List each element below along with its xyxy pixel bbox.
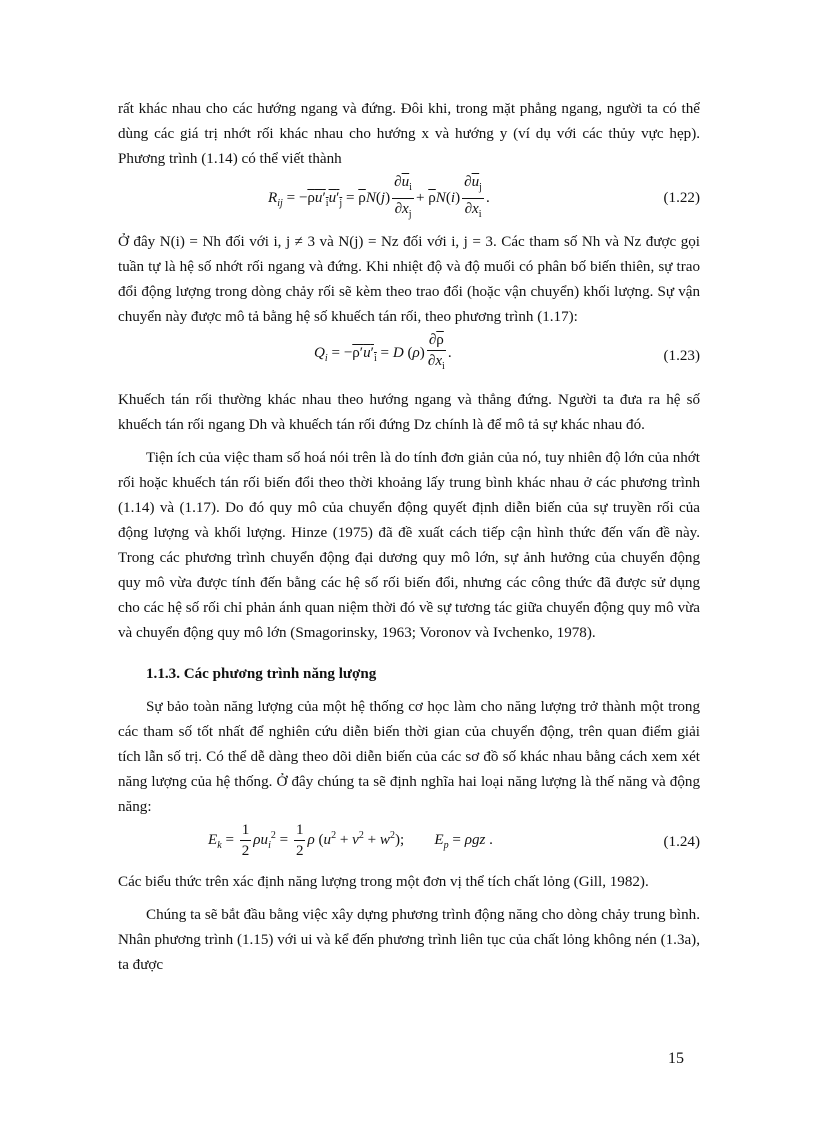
equation-1-24 [118,820,700,870]
paragraph-7: Chúng ta sẽ bắt đầu bằng việc xây dựng phương trình động năng cho dòng chảy trung bình. Nhân phương trình (1.15) với ui và kể đến phương trình liên tục của chất lỏng không nén (1.3a), ta được [118,907,700,973]
equation-1-22 [118,172,700,230]
equation-number: (1.23) [663,348,700,364]
paragraph-5: Sự bảo toàn năng lượng của một hệ thống cơ học làm cho năng lượng trở thành một trong các tham số tốt nhất để nghiên cứu diễn biến thời gian của chuyển động, trên quan điểm giải tích lẫn số trị. Có thể dễ dàng theo dõi diễn biến của các sơ đồ số khác nhau bằng cách xem xét năng lượng của hệ thống. Ở đây chúng ta sẽ định nghĩa hai loại năng lượng là thế năng và động năng: [118,699,700,815]
paragraph-4: Tiện ích của việc tham số hoá nói trên là do tính đơn giản của nó, tuy nhiên độ lớn của nhớt rối hoặc khuếch tán rối biến đổi theo thời khoảng lấy trung bình khác nhau ở các phương trình (1.14) và (1.17). Do đó quy mô của chuyển động quyết định diễn biến của sự truyền rối của động lượng và khối lượng. Hinze (1975) đã đề xuất cách tiếp cận hình thức đến vấn đề này. Trong các phương trình chuyển động đại dương quy mô lớn, sự ảnh hưởng của chuyển động quy mô vừa được tính đến bằng các hệ số rối biến đổi, nhưng các công thức đã được sử dụng cho các hệ số rối chỉ phản ánh quan niệm thời đó về sự tương tác giữa chuyển động quy mô vừa và chuyển động quy mô lớn (Smagorinsky, 1963; Voronov và Ivchenko, 1978). [118,450,700,641]
equation-1-22-body: $R_{ij} = -\rho u'_iu'_j = \overline{\rho}N(j)$ $\frac{\partial\overline{u}_i}{\partial x_j}$ + $\overline{\rho}N(i)$ $\frac{\partial\overline{u}_j}{\partial x_i}$ . [268,174,490,221]
paragraph-3: Khuếch tán rối thường khác nhau theo hướng ngang và thẳng đứng. Người ta đưa ra hệ số khuếch tán rối ngang Dh và khuếch tán rối đứng Dz chính là để mô tả sự khác nhau đó. [118,392,700,433]
section-heading: 1.1.3. Các phương trình năng lượng [146,666,377,682]
paragraph-6: Các biểu thức trên xác định năng lượng trong một đơn vị thể tích chất lỏng (Gill, 1982). [118,874,649,890]
equation-number: (1.22) [663,190,700,206]
equation-1-24-body: $E_k$ = $\frac{1}{2}$ $\rho u_i^2$ = $\frac{1}{2}$ ρ $(u^2 + v^2 + w^2)$; $E_p = \rho gz$ . [208,822,493,859]
equation-1-23-body: $Q_i = -\rho'u'_i = D$ (ρ) $\frac{\partial\overline{\rho}}{\partial x_i}$ . [314,332,452,373]
equation-1-23 [118,330,700,388]
page-number: 15 [668,1050,684,1067]
paragraph-2: Ở đây N(i) = Nh đối với i, j ≠ 3 và N(j) = Nz đối với i, j = 3. Các tham số Nh và Nz được gọi tuần tự là hệ số nhớt rối ngang và đứng. Khi nhiệt độ và độ muối có phân bố biến thiên, sự trao đổi động lượng trong dòng chảy rối sẽ kèm theo trao đổi (hoặc vận chuyển) khối lượng. Sự vận chuyển này được mô tả bằng hệ số khuếch tán rối, theo phương trình (1.17): [118,234,700,325]
page-content [118,97,700,978]
equation-number: (1.24) [663,834,700,850]
paragraph-1: rất khác nhau cho các hướng ngang và đứng. Đôi khi, trong mặt phẳng ngang, người ta có thể dùng các giá trị nhớt rối khác nhau cho hướng x và hướng y (ví dụ với các thủy vực hẹp). Phương trình (1.14) có thể viết thành [118,101,700,167]
